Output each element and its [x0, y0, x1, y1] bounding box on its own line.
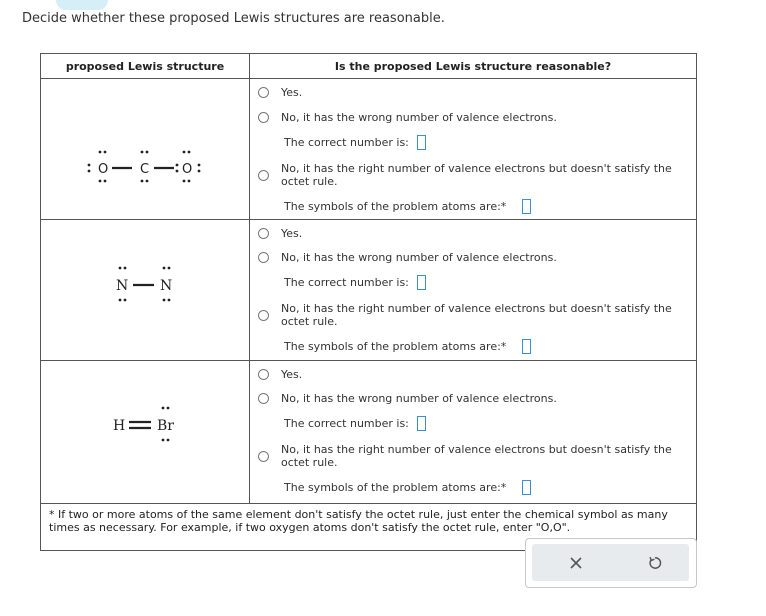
- problem-atoms-row: The symbols of the problem atoms are:*: [284, 339, 531, 354]
- structure-cell-n2: [41, 220, 250, 361]
- correct-number-row: The correct number is:: [284, 135, 426, 150]
- correct-number-row: The correct number is:: [284, 416, 426, 431]
- problem-atoms-row: The symbols of the problem atoms are:*: [284, 480, 531, 495]
- option-wrong-count[interactable]: No, it has the wrong number of valence electrons.: [258, 392, 681, 405]
- options-cell-1: [250, 79, 697, 220]
- answer-toolbar: [525, 538, 697, 588]
- correct-number-input[interactable]: [417, 135, 426, 150]
- options-cell-3: [250, 361, 697, 504]
- undo-icon: [647, 555, 663, 571]
- options-cell-2: [250, 220, 697, 361]
- undo-button[interactable]: [625, 544, 685, 581]
- radio-octet[interactable]: [258, 451, 269, 462]
- radio-wrong-count[interactable]: [258, 252, 269, 263]
- option-octet[interactable]: No, it has the right number of valence electrons but doesn't satisfy the octet rule.: [258, 162, 681, 188]
- option-octet[interactable]: No, it has the right number of valence electrons but doesn't satisfy the octet rule.: [258, 302, 681, 328]
- question-prompt: Decide whether these proposed Lewis structures are reasonable.: [22, 11, 445, 26]
- radio-wrong-count[interactable]: [258, 112, 269, 123]
- problem-atoms-input[interactable]: [522, 480, 531, 495]
- toolbar-inner: [532, 544, 689, 581]
- lewis-structure-hbr: [41, 361, 249, 503]
- option-yes[interactable]: Yes.: [258, 86, 681, 99]
- structure-cell-co2: [41, 79, 250, 220]
- atom-o-left: O: [98, 162, 109, 177]
- option-wrong-count[interactable]: No, it has the wrong number of valence electrons.: [258, 251, 681, 264]
- radio-yes[interactable]: [258, 87, 269, 98]
- radio-wrong-count[interactable]: [258, 393, 269, 404]
- col1-header: proposed Lewis structure: [41, 54, 250, 79]
- correct-number-input[interactable]: [417, 416, 426, 431]
- radio-octet[interactable]: [258, 310, 269, 321]
- radio-yes[interactable]: [258, 228, 269, 239]
- table-row: [41, 361, 697, 504]
- radio-octet[interactable]: [258, 170, 269, 181]
- radio-yes[interactable]: [258, 369, 269, 380]
- top-tab-decoration: [56, 0, 108, 10]
- lewis-table: [40, 53, 697, 551]
- option-yes[interactable]: Yes.: [258, 368, 681, 381]
- x-icon: [569, 556, 583, 570]
- table-row: [41, 79, 697, 220]
- problem-atoms-input[interactable]: [522, 199, 531, 214]
- atom-br: Br: [157, 418, 174, 434]
- clear-button[interactable]: [546, 544, 606, 581]
- footnote: * If two or more atoms of the same element don't satisfy the octet rule, just enter the chemical symbol as many times as necessary. For example, if two oxygen atoms don't satisfy the octet rule, enter "O,O".: [41, 504, 697, 551]
- problem-atoms-input[interactable]: [522, 339, 531, 354]
- lewis-structure-co2: [41, 79, 249, 219]
- atom-n-right: N: [160, 278, 173, 294]
- atom-o-right: O: [182, 162, 193, 177]
- table-row: [41, 220, 697, 361]
- atom-h: H: [113, 418, 126, 434]
- option-yes[interactable]: Yes.: [258, 227, 681, 240]
- correct-number-row: The correct number is:: [284, 275, 426, 290]
- option-wrong-count[interactable]: No, it has the wrong number of valence electrons.: [258, 111, 681, 124]
- problem-atoms-row: The symbols of the problem atoms are:*: [284, 199, 531, 214]
- correct-number-input[interactable]: [417, 275, 426, 290]
- atom-c: C: [140, 162, 150, 177]
- col2-header: Is the proposed Lewis structure reasonable?: [250, 54, 697, 79]
- structure-cell-hbr: [41, 361, 250, 504]
- lewis-structure-n2: [41, 220, 249, 360]
- option-octet[interactable]: No, it has the right number of valence electrons but doesn't satisfy the octet rule.: [258, 443, 681, 469]
- table-header-row: [41, 54, 697, 79]
- atom-n-left: N: [116, 278, 129, 294]
